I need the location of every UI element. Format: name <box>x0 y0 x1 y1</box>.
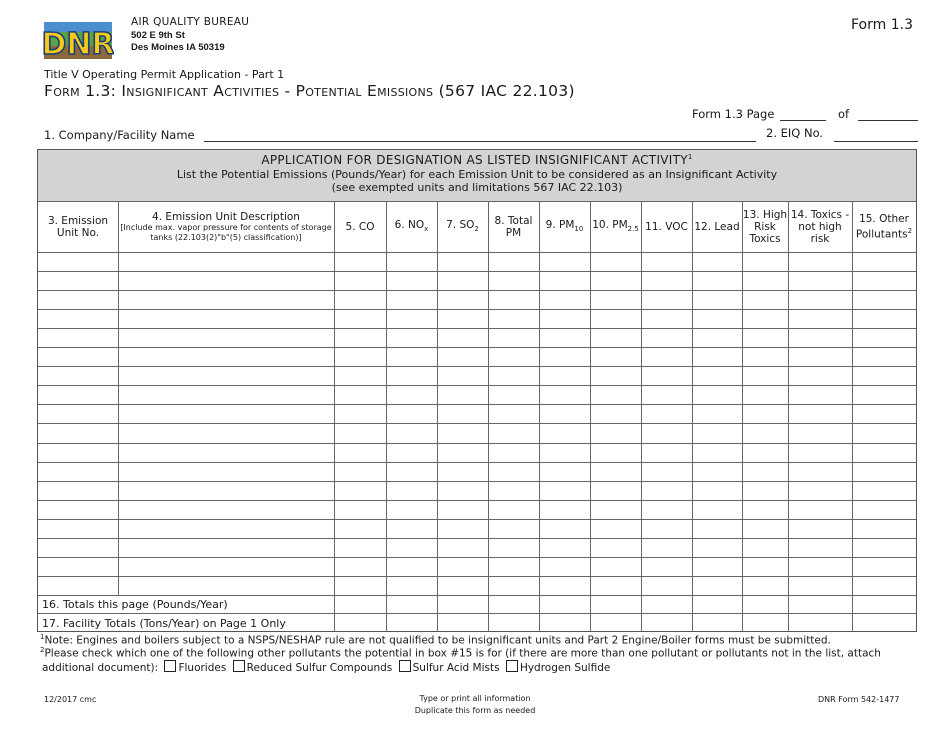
totals-column-line <box>488 595 489 632</box>
row-line <box>38 252 916 253</box>
totals-column-line <box>852 595 853 632</box>
column-line <box>334 202 335 595</box>
banner-title-sup: 1 <box>687 153 693 161</box>
option-reduced-sulfur: Reduced Sulfur Compounds <box>246 662 393 674</box>
column-line <box>437 202 438 595</box>
totals-column-line <box>641 595 642 632</box>
option-hydrogen-sulfide: Hydrogen Sulfide <box>519 662 611 674</box>
row-line <box>38 290 916 291</box>
col-header-description: 4. Emission Unit Description [Include max. vapor pressure for contents of storage tanks (22.103(2)"b"(5) classification)] <box>120 211 332 242</box>
column-line <box>788 202 789 595</box>
option-sulfur-acid-mists: Sulfur Acid Mists <box>412 662 500 674</box>
col-header-pm10: 9. $PM_{10}$ <box>545 218 584 234</box>
dnr-logo <box>42 21 114 61</box>
totals-this-page-label: 16. Totals this page (Pounds/Year) <box>42 598 228 611</box>
col-header-high-risk-toxics: 13. High Risk Toxics <box>742 209 788 245</box>
address-line-1: 502 E 9th St <box>131 30 185 41</box>
row-line <box>38 385 916 386</box>
row-line <box>38 538 916 539</box>
row-line <box>38 404 916 405</box>
row-line <box>38 595 916 596</box>
row-line <box>38 557 916 558</box>
col-header-total-pm: 8. Total PM <box>494 215 533 239</box>
bureau-name: AIR QUALITY BUREAU <box>131 16 250 28</box>
col-header-voc: 11. VOC <box>645 221 688 233</box>
totals-column-line <box>334 595 335 632</box>
row-line <box>38 328 916 329</box>
row-line <box>38 443 916 444</box>
table-banner <box>38 150 916 202</box>
page-of-label: of <box>838 107 850 121</box>
address-line-2: Des Moines IA 50319 <box>131 42 225 53</box>
banner-title: APPLICATION FOR DESIGNATION AS LISTED INSIGNIFICANT ACTIVITY <box>261 153 688 167</box>
col-header-nox: 6. $NO_x$ <box>394 218 429 234</box>
column-line <box>692 202 693 595</box>
column-line <box>641 202 642 595</box>
column-line <box>852 202 853 595</box>
page-total-field[interactable] <box>858 120 918 121</box>
col-header-so2: 7. $SO_2$ <box>446 218 479 234</box>
totals-row-line <box>38 613 916 614</box>
title-main: Form 1.3: Insignificant Activities - Potential Emissions <box>44 82 434 100</box>
totals-column-line <box>590 595 591 632</box>
company-name-label: 1. Company/Facility Name <box>44 128 195 142</box>
banner-line-2: List the Potential Emissions (Pounds/Year) for each Emission Unit to be considered as an Insignificant Activity <box>176 168 778 181</box>
row-line <box>38 576 916 577</box>
note-1: $^1$Note: Engines and boilers subject to a NSPS/NESHAP rule are not qualified to be insignificant units and Part 2 Engine/Boiler forms must be submitted. <box>40 633 831 647</box>
title-code: (567 IAC 22.103) <box>438 82 575 100</box>
totals-column-line <box>437 595 438 632</box>
column-line <box>386 202 387 595</box>
note-2-options: additional document): Fluorides Reduced Sulfur Compounds Sulfur Acid Mists Hydrogen Sulfide <box>42 662 611 674</box>
page-title <box>44 82 575 100</box>
column-line <box>742 202 743 595</box>
form-subtitle: Title V Operating Permit Application - Part 1 <box>44 68 285 81</box>
row-line <box>38 481 916 482</box>
checkbox-hydrogen-sulfide[interactable] <box>506 660 518 672</box>
column-line <box>118 202 119 595</box>
totals-column-line <box>539 595 540 632</box>
row-line <box>38 423 916 424</box>
row-line <box>38 347 916 348</box>
row-line <box>38 500 916 501</box>
footer-instructions-2: Duplicate this form as needed <box>414 706 536 715</box>
column-line <box>488 202 489 595</box>
col-header-emission-unit-no: 3. Emission Unit No. <box>47 215 109 239</box>
eiq-number-label: 2. EIQ No. <box>766 126 824 140</box>
col-header-lead: 12. Lead <box>694 221 740 233</box>
checkbox-fluorides[interactable] <box>164 660 176 672</box>
totals-column-line <box>386 595 387 632</box>
totals-column-line <box>742 595 743 632</box>
page-number-field[interactable] <box>780 120 826 121</box>
checkbox-reduced-sulfur[interactable] <box>233 660 245 672</box>
checkbox-sulfur-acid-mists[interactable] <box>399 660 411 672</box>
col-header-co: 5. CO <box>345 221 375 233</box>
footer-instructions-1: Type or print all information <box>419 694 531 703</box>
footer-form-id: DNR Form 542-1477 <box>818 695 900 704</box>
totals-column-line <box>692 595 693 632</box>
row-line <box>38 519 916 520</box>
col-header-toxics-not-high-risk: 14. Toxics - not high risk <box>790 209 850 245</box>
column-line <box>590 202 591 595</box>
form-number: Form 1.3 <box>851 17 913 33</box>
option-fluorides: Fluorides <box>178 662 227 674</box>
footer-revision: 12/2017 cmc <box>44 695 97 704</box>
col-header-other-pollutants: 15. Other Pollutants$^2$ <box>855 213 913 241</box>
banner-line-3: (see exempted units and limitations 567 IAC 22.103) <box>331 181 623 194</box>
eiq-number-field[interactable] <box>834 141 918 142</box>
facility-totals-label: 17. Facility Totals (Tons/Year) on Page 1 Only <box>42 617 286 630</box>
row-line <box>38 309 916 310</box>
company-name-field[interactable] <box>204 141 756 142</box>
note-2: $^2$Please check which one of the following other pollutants the potential in box #15 is for (if there are more than one pollutant or pollutants not in the list, attach <box>40 646 881 660</box>
svg-text:DNR: DNR <box>42 27 114 61</box>
col-header-pm25: 10. $PM_{2.5}$ <box>592 218 639 234</box>
column-line <box>539 202 540 595</box>
page-number-label: Form 1.3 Page <box>692 107 775 121</box>
totals-column-line <box>788 595 789 632</box>
row-line <box>38 271 916 272</box>
row-line <box>38 462 916 463</box>
row-line <box>38 366 916 367</box>
